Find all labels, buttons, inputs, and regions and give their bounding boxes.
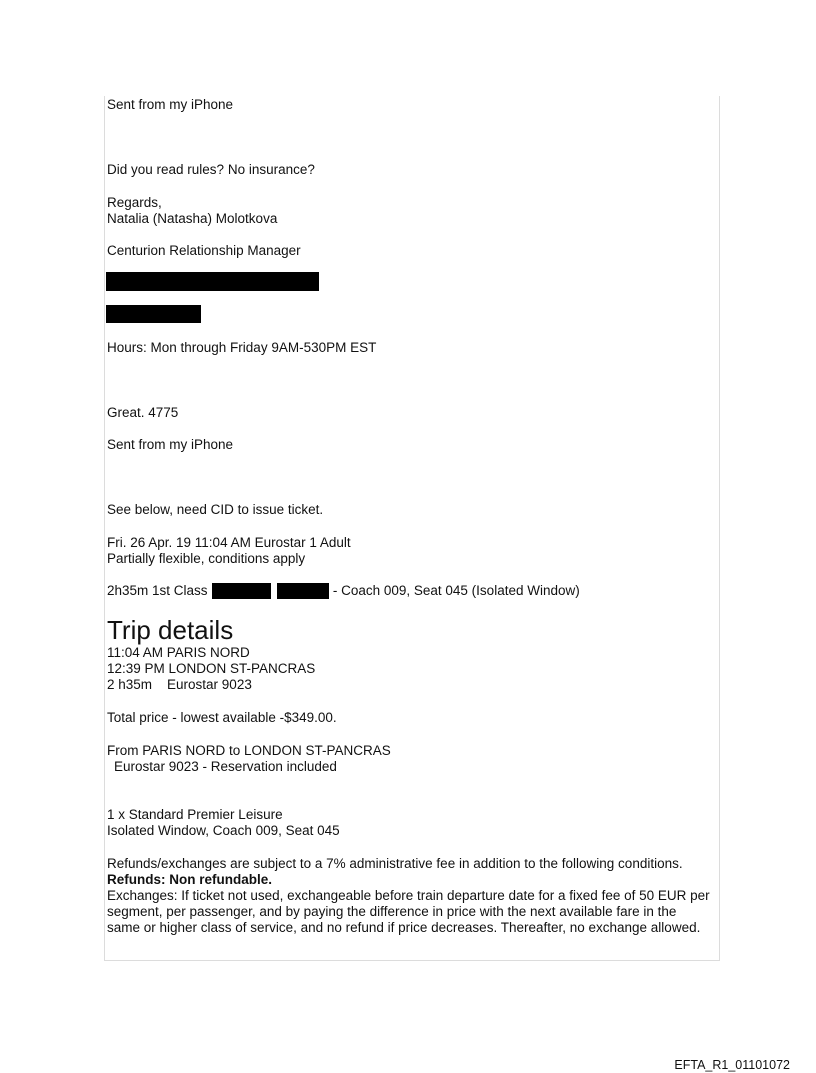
trip-summary-line1: Fri. 26 Apr. 19 11:04 AM Eurostar 1 Adult [107,535,351,550]
refund-intro: Refunds/exchanges are subject to a 7% administrative fee in addition to the following conditions. [107,856,683,871]
hours-text: Hours: Mon through Friday 9AM-530PM EST [107,340,377,355]
regards-text: Regards, [107,195,162,210]
total-price: Total price - lowest available -$349.00. [107,710,337,725]
sent-from-iphone-2: Sent from my iPhone [107,437,234,452]
sent-from-iphone-1: Sent from my iPhone [107,97,234,112]
class-suffix: - Coach 009, Seat 045 (Isolated Window) [332,583,580,598]
document-id: EFTA_R1_01101072 [674,1058,790,1072]
sender-title: Centurion Relationship Manager [107,243,301,258]
arrive-line: 12:39 PM LONDON ST-PANCRAS [107,661,316,676]
redaction-bar [106,305,201,323]
need-cid-text: See below, need CID to issue ticket. [107,502,324,517]
redaction-bar [212,583,271,599]
sender-name: Natalia (Natasha) Molotkova [107,211,278,226]
seat-line: Isolated Window, Coach 009, Seat 045 [107,823,340,838]
duration-line: 2 h35m Eurostar 9023 [107,677,252,692]
trip-details-heading: Trip details [107,615,234,645]
trip-summary-line2: Partially flexible, conditions apply [107,551,306,566]
fare-line: 1 x Standard Premier Leisure [107,807,283,822]
class-seat-line [107,583,580,599]
redaction-bar [106,272,319,291]
refund-policy: Refunds: Non refundable. [107,872,272,887]
exchange-policy: Exchanges: If ticket not used, exchangeable before train departure date for a fixed fee of 50 EUR per segment, per passenger, and by paying the difference in price with the next available fare in the same or higher class of service, and no refund if price decreases. Thereafter, no exchange allowed. [107,888,710,935]
class-prefix: 2h35m 1st Class [107,583,208,598]
reservation-line: Eurostar 9023 - Reservation included [114,759,337,774]
reply-text: Great. 4775 [107,405,179,420]
redaction-bar [277,583,329,599]
depart-line: 11:04 AM PARIS NORD [107,645,250,660]
question-text: Did you read rules? No insurance? [107,162,315,177]
route-line: From PARIS NORD to LONDON ST-PANCRAS [107,743,391,758]
